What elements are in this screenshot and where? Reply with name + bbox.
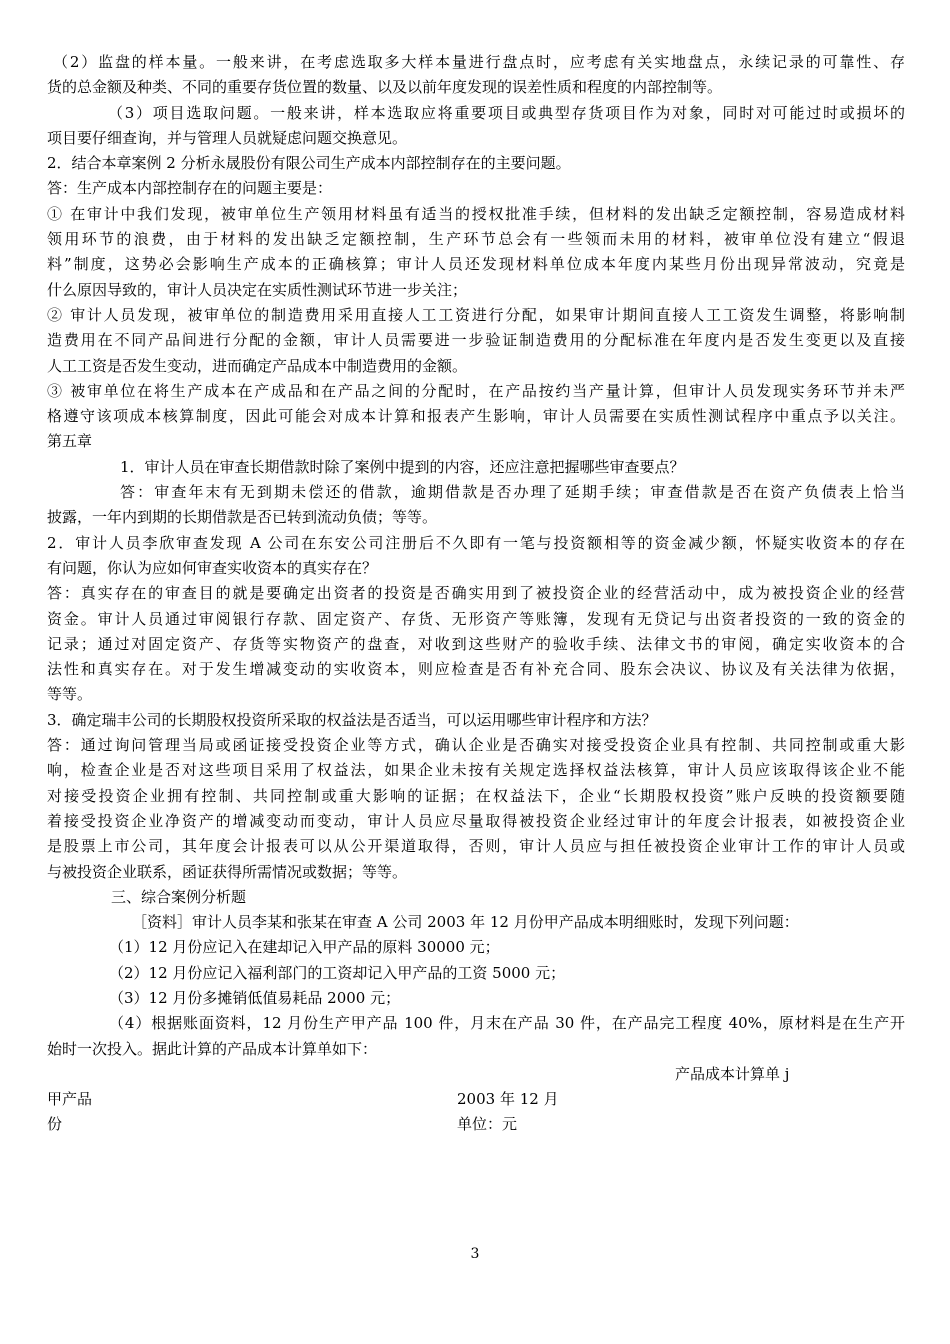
text-line: 领用环节的浪费，由于材料的发出缺乏定额控制，生产环节总会有一些领而未用的材料，被审单位没有建立“假退 [47,230,905,249]
text-line: ② 审计人员发现，被审单位的制造费用采用直接人工工资进行分配，如果审计期间直接人工工资发生调整，将影响制 [47,305,905,324]
text-line: 造费用在不同产品间进行分配的金额，审计人员需要进一步验证制造费用的分配标准在年度内是否发生变更以及直接 [47,331,905,350]
text-line: ③ 被审单位在将生产成本在产成品和在产品之间的分配时，在产品按约当产量计算，但审计人员发现实务环节并未严 [47,381,905,400]
text-line: （3）项目选取问题。一般来讲，样本选取应将重要项目或典型存货项目作为对象，同时对可能过时或损坏的 [108,103,905,122]
table-header-right: 单位：元 [457,1115,518,1134]
text-line: 人工工资是否发生变动，进而确定产品成本中制造费用的金额。 [47,356,468,375]
text-line: 答：真实存在的审查目的就是要确定出资者的投资是否确实用到了被投资企业的经营活动中，成为被投资企业的经营 [47,584,905,603]
text-line: 与被投资企业联系，函证获得所需情况或数据；等等。 [47,862,408,881]
page-number: 3 [470,1246,480,1262]
text-line: 资金。审计人员通过审阅银行存款、固定资产、存货、无形资产等账簿，发现有无贷记与出资者投资的一致的资金的 [47,609,905,628]
text-line: ① 在审计中我们发现，被审单位生产领用材料虽有适当的授权批准手续，但材料的发出缺乏定额控制，容易造成材料 [47,204,905,223]
table-header-left: 份 [47,1115,63,1134]
text-line: 记录；通过对固定资产、存货等实物资产的盘查，对收到这些财产的验收手续、法律文书的审阅，确定实收资本的合 [47,634,905,653]
text-line: （2）监盘的样本量。一般来讲，在考虑选取多大样本量进行盘点时，应考虑有关实地盘点，永续记录的可靠性、存 [53,53,905,71]
table-header-row [47,1087,905,1112]
text-line: 有问题，你认为应如何审查实收资本的真实存在？ [47,558,378,577]
text-line: 始时一次投入。据此计算的产品成本计算单如下： [47,1039,378,1058]
text-line: 料”制度，这势必会影响生产成本的正确核算；审计人员还发现材料单位成本年度内某些月份出现异常波动，究竟是 [47,255,905,274]
text-line: 对接受投资企业拥有控制、共同控制或重大影响的证据；在权益法下，企业“长期股权投资”账户反映的投资额要随 [47,786,905,805]
text-line: （4）根据账面资料，12 月份生产甲产品 100 件，月末在产品 30 件，在产品完工程度 40%，原材料是在生产开 [109,1014,905,1033]
text-line: 第五章 [47,432,93,451]
text-line: 披露，一年内到期的长期借款是否已转到流动负债；等等。 [47,508,438,527]
text-line: ［资料］审计人员李某和张某在审查 A 公司 2003 年 12 月份甲产品成本明细账时，发现下列问题： [132,913,799,932]
text-line: 响，检查企业是否对这些项目采用了权益法，如果企业未按有关规定选择权益法核算，审计人员应该取得该企业不能 [47,761,905,780]
text-line: 2．结合本章案例 2 分析永晟股份有限公司生产成本内部控制存在的主要问题。 [47,154,571,173]
text-line: 法性和真实存在。对于发生增减变动的实收资本，则应检查是否有补充合同、股东会决议、协议及有关法律为依据， [47,660,905,679]
text-line: 1．审计人员在审查长期借款时除了案例中提到的内容，还应注意把握哪些审查要点？ [120,457,685,476]
text-line: （3）12 月份多摊销低值易耗品 2000 元； [109,988,401,1007]
text-line: 货的总金额及种类、不同的重要存货位置的数量、以及以前年度发现的误差性质和程度的内部控制等。 [47,78,723,97]
text-line: 三、综合案例分析题 [111,887,247,906]
text-line: （2）12 月份应记入福利部门的工资却记入甲产品的工资 5000 元； [109,963,566,982]
table-header-right: 2003 年 12 月 [457,1090,559,1109]
text-line: 答：生产成本内部控制存在的问题主要是： [47,179,333,198]
text-line: 什么原因导致的，审计人员决定在实质性测试环节进一步关注； [47,280,468,299]
text-line: （1）12 月份应记入在建却记入甲产品的原料 30000 元； [109,938,500,957]
table-header-row [47,1112,905,1137]
text-line: 答：审查年末有无到期未偿还的借款，逾期借款是否办理了延期手续；审查借款是否在资产负债表上恰当 [120,483,905,502]
text-line: 格遵守该项成本核算制度，因此可能会对成本计算和报表产生影响，审计人员需要在实质性测试程序中重点予以关注。 [47,407,905,426]
text-line: 答：通过询问管理当局或函证接受投资企业等方式，确认企业是否确实对接受投资企业具有控制、共同控制或重大影 [47,736,905,755]
document-body [47,50,905,1138]
text-line: 着接受投资企业净资产的增减变动而变动，审计人员应尽量取得被投资企业经过审计的年度会计报表，如被投资企业 [47,811,905,830]
text-line: 是股票上市公司，其年度会计报表可以从公开渠道取得，否则，审计人员应与担任被投资企业审计工作的审计人员或 [47,837,905,856]
text-line: 2．审计人员李欣审查发现 A 公司在东安公司注册后不久即有一笔与投资额相等的资金减少额，怀疑实收资本的存在 [47,533,905,552]
text-line: 3．确定瑞丰公司的长期股权投资所采取的权益法是否适当，可以运用哪些审计程序和方法？ [47,710,657,729]
table-header-left: 甲产品 [47,1090,93,1109]
table-title: 产品成本计算单 j [675,1064,790,1083]
text-line: 项目要仔细查询，并与管理人员就疑虑问题交换意见。 [47,128,408,147]
text-line: 等等。 [47,685,93,704]
